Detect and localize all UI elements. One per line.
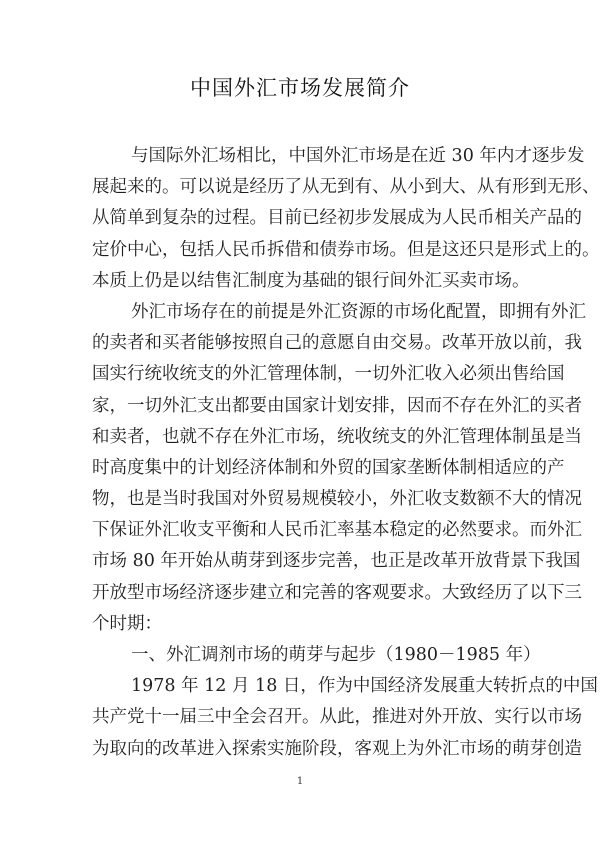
document-body [92,141,600,765]
page-number: 1 [296,776,304,787]
paragraph-1-line-1: 与国际外汇场相比，中国外汇市场是在近 30 年内才逐步发 [131,146,585,166]
paragraph-2-line-7: 物，也是当时我国对外贸易规模较小，外汇收支数额不大的情况 [92,489,582,510]
paragraph-2-line-8: 下保证外汇收支平衡和人民币汇率基本稳定的必然要求。而外汇 [92,520,582,541]
paragraph-2-line-10: 开放型市场经济逐步建立和完善的客观要求。大致经历了以下三 [92,582,582,603]
paragraph-3-line-1: 1978 年 12 月 18 日，作为中国经济发展重大转折点的中国 [131,676,598,697]
paragraph-1-line-5: 本质上仍是以结售汇制度为基础的银行间外汇买卖市场。 [92,270,530,291]
paragraph-2-line-4: 家，一切外汇支出都要由国家计划安排，因而不存在外汇的买者 [92,395,582,416]
paragraph-2-line-5: 和卖者，也就不存在外汇市场，统收统支的外汇管理体制虽是当 [92,426,582,447]
paragraph-2-line-3: 国实行统收统支的外汇管理体制，一切外汇收入必须出售给国 [92,364,565,385]
paragraph-2-line-6: 时高度集中的计划经济体制和外贸的国家垄断体制相适应的产 [92,457,565,478]
paragraph-3-line-3: 为取向的改革进入探索实施阶段，客观上为外汇市场的萌芽创造 [92,738,582,759]
paragraph-1-line-2: 展起来的。可以说是经历了从无到有、从小到大、从有形到无形、 [92,177,600,198]
paragraph-2-line-9: 市场 80 年开始从萌芽到逐步完善，也正是改革开放背景下我国 [92,551,581,572]
document-title: 中国外汇市场发展简介 [190,76,410,100]
paragraph-2-line-2: 的卖者和买者能够按照自己的意愿自由交易。改革开放以前，我 [92,333,582,354]
paragraph-3-line-2: 共产党十一届三中全会召开。从此，推进对外开放、实行以市场 [92,707,582,728]
section-heading-1: 一、外汇调剂市场的萌芽与起步（1980－1985 年） [131,645,541,665]
paragraph-1-line-4: 定价中心，包括人民币拆借和债券市场。但是这还只是形式上的。 [92,239,600,260]
paragraph-1-line-3: 从简单到复杂的过程。目前已经初步发展成为人民币相关产品的 [92,208,582,229]
paragraph-2-line-1: 外汇市场存在的前提是外汇资源的市场化配置，即拥有外汇 [131,301,586,322]
paragraph-2-line-11: 个时期： [92,613,162,634]
